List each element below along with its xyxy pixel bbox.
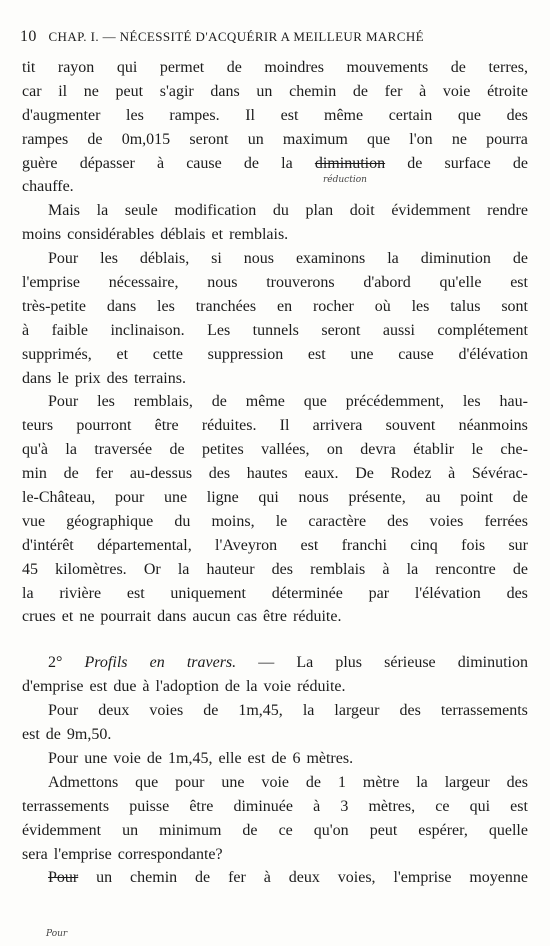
text-line: min de fer au-dessus des hautes eaux. De Rodez à Sévérac- [22,465,528,483]
handwritten-correction-bottom: Pour [46,929,68,939]
text-line: supprimés, et cette suppression est une cause d'élévation [22,345,528,363]
text-line: le-Château, pour une ligne qui nous présente, au point de [22,489,528,507]
handwritten-correction: réduction [323,175,367,185]
text-line: à faible inclinaison. Les tunnels seront aussi complétement [22,321,528,339]
text-line: guère dépasser à cause de la diminution de surface de [22,154,528,172]
text-line: Pour les remblais, de même que précédemment, les hau- [48,393,528,411]
text-line: l'emprise nécessaire, nous trouverons d'abord qu'elle est [22,274,528,292]
text-line: terrassements puisse être diminuée à 3 mètres, ce qui est [22,797,528,815]
text-line: qu'à la traversée de petites vallées, on devra établir le che- [22,441,528,459]
text-line: Pour deux voies de 1m,45, la largeur des terrassements [48,702,528,720]
text-line: vue géographique du moins, le caractère des voies ferrées [22,512,528,530]
text-line: très-petite dans les tranchées en rocher où les talus sont [22,297,528,315]
running-title: CHAP. I. — NÉCESSITÉ D'ACQUÉRIR A MEILLEUR MARCHÉ [48,29,424,44]
text-line: moins considérables déblais et remblais. [22,226,289,244]
text-line: 2° Profils en travers. — La plus sérieuse diminution [48,654,528,672]
text-line: d'intérêt départemental, l'Aveyron est franchi cinq fois sur [22,536,528,554]
text-line: 45 kilomètres. Or la hauteur des remblais à la rencontre de [22,560,528,578]
text-line: évidemment un minimum de ce qu'on peut espérer, quelle [22,821,528,839]
text-line: Mais la seule modification du plan doit évidemment rendre [48,202,528,220]
text-line: d'augmenter les rampes. Il est même certain que des [22,106,528,124]
text-line: rampes de 0m,015 seront un maximum que l'on ne pourra [22,130,528,148]
text-line: sera l'emprise correspondante? [22,845,223,863]
text-line: est de 9m,50. [22,726,112,744]
text-line: la rivière est uniquement déterminée par l'élévation des [22,584,528,602]
page-number: 10 [20,28,37,45]
body-text [22,56,528,890]
text-line: d'emprise est due à l'adoption de la voie réduite. [22,678,346,696]
text-line: crues et ne pourrait dans aucun cas être réduite. [22,608,342,626]
running-header [20,28,526,46]
text-line: car il ne peut s'agir dans un chemin de fer à voie étroite [22,82,528,100]
text-line: teurs pourront être réduites. Il arrivera souvent néanmoins [22,417,528,435]
text-line: Admettons que pour une voie de 1 mètre la largeur des [48,773,528,791]
text-line: dans le prix des terrains. [22,369,186,387]
paragraph-spacer [22,629,528,651]
text-line: Pour une voie de 1m,45, elle est de 6 mètres. [48,749,354,767]
text-line: Pour un chemin de fer à deux voies, l'emprise moyenne [48,869,528,887]
text-line: chauffe. [22,178,74,196]
text-line: Pour les déblais, si nous examinons la diminution de [48,250,528,268]
text-line: tit rayon qui permet de moindres mouvements de terres, [22,59,528,76]
